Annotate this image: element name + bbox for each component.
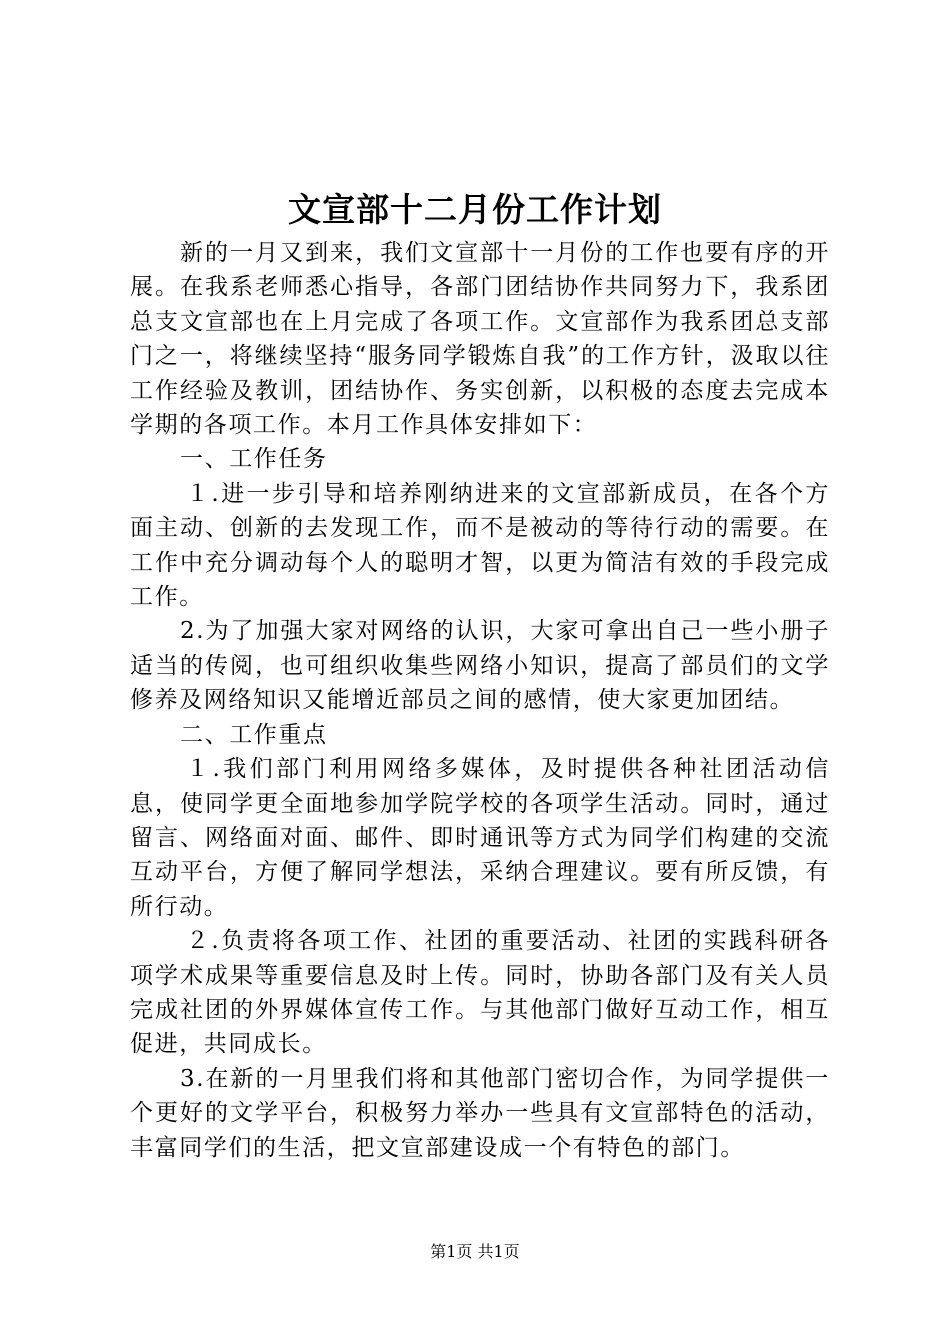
page-number-footer: 第1页 共1页	[430, 1242, 520, 1261]
document-body	[130, 236, 830, 1165]
focus-item-1: １.我们部门利用网络多媒体，及时提供各种社团活动信息，使同学更全面地参加学院学校的各项学生活动。同时，通过留言、网络面对面、邮件、即时通讯等方式为同学们构建的交流互动平台，方便了解同学想法，采纳合理建议。要有所反馈，有所行动。	[130, 756, 830, 920]
task-item-2: 2.为了加强大家对网络的认识，大家可拿出自己一些小册子适当的传阅，也可组织收集些网络小知识，提高了部员们的文学修养及网络知识又能增近部员之间的感情，使大家更加团结。	[130, 618, 830, 714]
focus-item-3: 3.在新的一月里我们将和其他部门密切合作，为同学提供一个更好的文学平台，积极努力举办一些具有文宣部特色的活动，丰富同学们的生活，把文宣部建设成一个有特色的部门。	[130, 1065, 830, 1161]
section-heading-focus: 二、工作重点	[180, 721, 328, 748]
document-title: 文宣部十二月份工作计划	[288, 190, 662, 229]
intro-paragraph: 新的一月又到来，我们文宣部十一月份的工作也要有序的开展。在我系老师悉心指导，各部门团结协作共同努力下，我系团总支文宣部也在上月完成了各项工作。文宣部作为我系团总支部门之一，将继续坚持“服务同学锻炼自我”的工作方针，汲取以往工作经验及教训，团结协作、务实创新，以积极的态度去完成本学期的各项工作。本月工作具体安排如下：	[130, 240, 830, 439]
focus-item-2: ２.负责将各项工作、社团的重要活动、社团的实践科研各项学术成果等重要信息及时上传。同时，协助各部门及有关人员完成社团的外界媒体宣传工作。与其他部门做好互动工作，相互促进，共同成长。	[130, 928, 830, 1058]
section-heading-tasks: 一、工作任务	[180, 446, 328, 473]
task-item-1: １.进一步引导和培养刚纳进来的文宣部新成员，在各个方面主动、创新的去发现工作，而不是被动的等待行动的需要。在工作中充分调动每个人的聪明才智，以更为简洁有效的手段完成工作。	[130, 480, 830, 611]
